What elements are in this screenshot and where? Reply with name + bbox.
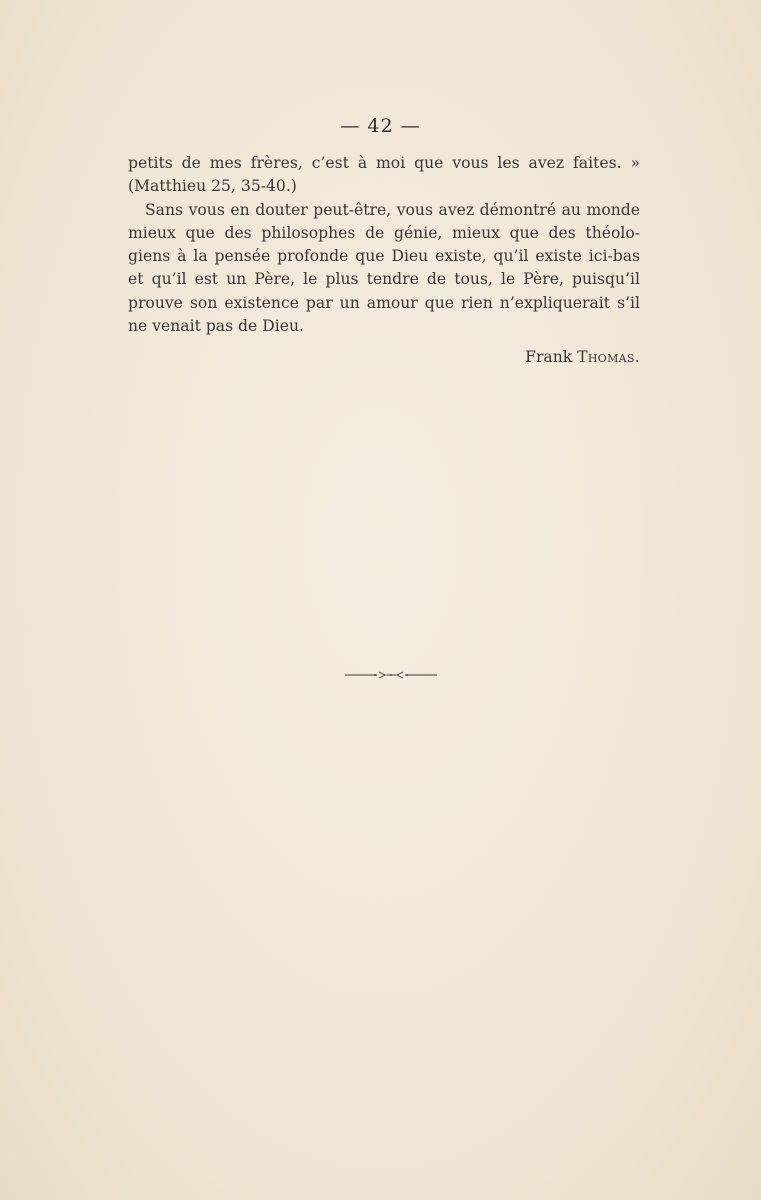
text-line: ne venait pas de Dieu. xyxy=(128,317,304,336)
text-line: et qu’il est un Père, le plus tendre de tous, le Père, puisqu’il xyxy=(128,270,640,289)
text-line: giens à la pensée profonde que Dieu existe, qu’il existe ici-bas xyxy=(128,247,640,266)
text-line: (Matthieu 25, 35-40.) xyxy=(128,177,297,196)
text-line: prouve son existence par un amour que rien n’expliquerait s’il xyxy=(128,293,640,312)
body-text xyxy=(128,152,640,338)
text-line: petits de mes frères, c’est à moi que vous les avez faites. » xyxy=(128,154,640,172)
signature xyxy=(128,348,640,366)
text-line: Sans vous en douter peut-être, vous avez démontré au monde xyxy=(145,200,640,219)
page-number: — 42 — xyxy=(340,115,421,137)
signature-surname: Thomas. xyxy=(577,348,640,366)
text-line: mieux que des philosophes de génie, mieux que des théolo- xyxy=(128,223,640,242)
signature-first-name: Frank xyxy=(525,348,573,366)
fleuron-divider-icon xyxy=(345,668,437,682)
